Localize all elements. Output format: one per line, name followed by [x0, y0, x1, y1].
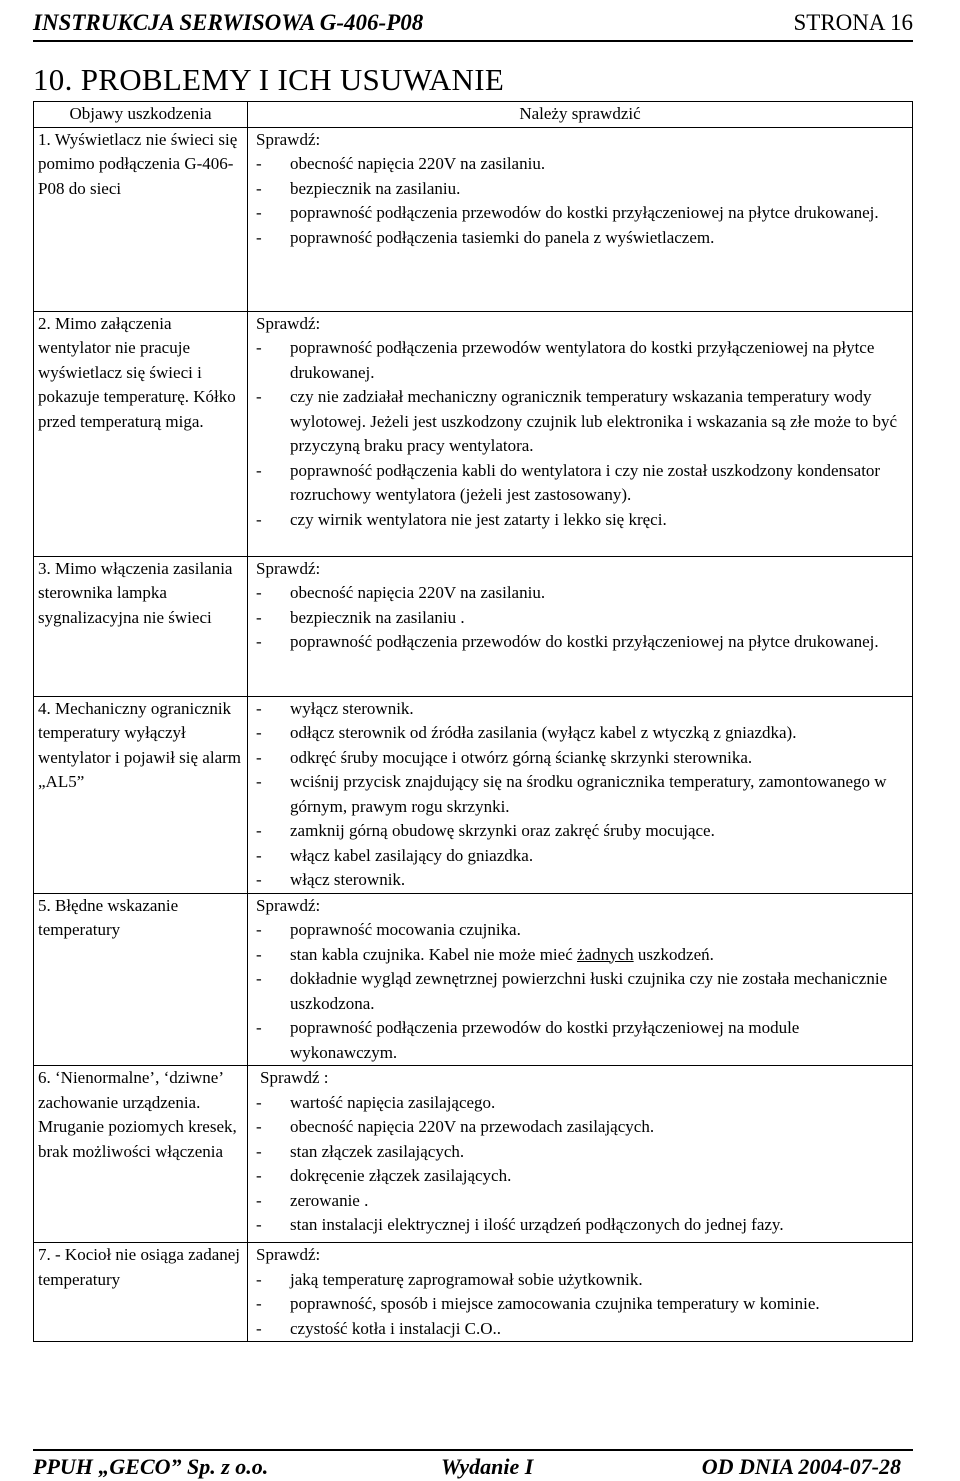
page-footer [33, 1449, 913, 1481]
footer-edition: Wydanie I [441, 1454, 534, 1479]
check-cell [248, 893, 913, 1066]
table-row [34, 311, 913, 556]
list-item: - poprawność podłączenia przewodów do kostki przyłączeniowej na module wykonawczym. [256, 1018, 800, 1062]
header-checks: Należy sprawdzić [248, 102, 913, 128]
table-row [34, 893, 913, 1066]
check-header: Sprawdź: [256, 558, 321, 578]
symptom-cell: 1. Wyświetlacz nie świeci się pomimo podłączenia G-406-P08 do sieci [34, 127, 248, 311]
list-item: - wyłącz sterownik. [256, 698, 414, 718]
list-item: - jaką temperaturę zaprogramował sobie użytkownik. [256, 1269, 643, 1289]
footer-date: OD DNIA 2004-07-28 [701, 1454, 901, 1479]
list-item: - odłącz sterownik od źródła zasilania (wyłącz kabel z wtyczką z gniazdka). [256, 723, 797, 742]
page-number: STRONA 16 [793, 10, 913, 35]
list-item: - stan instalacji elektrycznej i ilość urządzeń podłączonych do jednej fazy. [256, 1215, 784, 1234]
list-item: - poprawność podłączenia przewodów do kostki przyłączeniowej na płytce drukowanej. [256, 203, 879, 222]
check-header: Sprawdź: [256, 895, 321, 915]
list-item: - stan kabla czujnika. Kabel nie może mieć żadnych uszkodzeń. [256, 944, 714, 964]
check-cell [248, 696, 913, 893]
check-cell [248, 127, 913, 311]
table-row [34, 127, 913, 311]
table-row [34, 556, 913, 696]
underlined-word: żadnych [577, 944, 634, 964]
list-item: - włącz kabel zasilający do gniazdka. [256, 845, 534, 865]
footer-company: PPUH „GECO” Sp. z o.o. [33, 1454, 269, 1479]
symptom-cell: 2. Mimo załączenia wentylator nie pracuje wyświetlacz się świeci i pokazuje temperaturę. Kółko przed temperaturą miga. [34, 311, 248, 556]
symptom-cell: 7. - Kocioł nie osiąga zadanej temperatury [34, 1243, 248, 1342]
list-item: - zamknij górną obudowę skrzynki oraz zakręć śruby mocujące. [256, 821, 715, 840]
document-title: INSTRUKCJA SERWISOWA G-406-P08 [33, 10, 424, 35]
list-item: - odkręć śruby mocujące i otwórz górną ściankę skrzynki sterownika. [256, 747, 753, 767]
list-item: - poprawność podłączenia przewodów wentylatora do kostki przyłączeniowej na płytce drukowanej. [256, 338, 875, 382]
check-cell [248, 1243, 913, 1342]
table-header-row [34, 102, 913, 128]
symptom-cell: 5. Błędne wskazanie temperatury [34, 893, 248, 1066]
list-item: - poprawność mocowania czujnika. [256, 920, 521, 939]
header-symptoms: Objawy uszkodzenia [34, 102, 248, 128]
table-row [34, 1243, 913, 1342]
list-item: - czy wirnik wentylatora nie jest zatarty i lekko się kręci. [256, 509, 667, 529]
list-item: - poprawność podłączenia tasiemki do panela z wyświetlaczem. [256, 227, 715, 247]
list-item: - obecność napięcia 220V na zasilaniu. [256, 583, 546, 602]
table-row [34, 1066, 913, 1243]
list-item: - dokładnie wygląd zewnętrznej powierzchni łuski czujnika czy nie została mechanicznie uszkodzona. [256, 969, 888, 1013]
list-item: - zerowanie . [256, 1190, 369, 1210]
symptom-cell: 6. ‘Nienormalne’, ‘dziwne’ zachowanie urządzenia. Mruganie poziomych kresek, brak możliwości włączenia [34, 1066, 248, 1243]
symptom-cell: 3. Mimo włączenia zasilania sterownika lampka sygnalizacyjna nie świeci [34, 556, 248, 696]
list-item: - wartość napięcia zasilającego. [256, 1092, 496, 1112]
troubleshooting-table [33, 101, 913, 1342]
list-item: - stan złączek zasilających. [256, 1141, 465, 1161]
list-item: - włącz sterownik. [256, 870, 406, 889]
section-title: 10. PROBLEMY I ICH USUWANIE [33, 62, 505, 97]
list-item: - dokręcenie złączek zasilających. [256, 1166, 512, 1185]
list-item: - czy nie zadziałał mechaniczny ogranicznik temperatury wskazania temperatury wody wylotowej. Jeżeli jest uszkodzony czujnik lub elektronika i wskazania są złe może to być przyczyną braku pracy wentylatora. [256, 387, 898, 455]
list-item: - poprawność podłączenia przewodów do kostki przyłączeniowej na płytce drukowanej. [256, 632, 879, 651]
list-item: - czystość kotła i instalacji C.O.. [256, 1318, 502, 1338]
list-item: - obecność napięcia 220V na przewodach zasilających. [256, 1117, 655, 1136]
check-header: Sprawdź: [256, 313, 321, 333]
check-header: Sprawdź : [260, 1068, 329, 1087]
list-item: - poprawność, sposób i miejsce zamocowania czujnika temperatury w kominie. [256, 1294, 820, 1313]
symptom-cell: 4. Mechaniczny ogranicznik temperatury wyłączył wentylator i pojawił się alarm „AL5” [34, 696, 248, 893]
list-item: - bezpiecznik na zasilaniu. [256, 178, 461, 198]
check-header: Sprawdź: [256, 1245, 321, 1264]
table-row [34, 696, 913, 893]
list-item: - poprawność podłączenia kabli do wentylatora i czy nie został uszkodzony kondensator rozruchowy wentylatora (jeżeli jest zastosowany). [256, 460, 881, 504]
check-cell [248, 311, 913, 556]
list-item: - obecność napięcia 220V na zasilaniu. [256, 154, 546, 173]
check-header: Sprawdź: [256, 129, 321, 149]
page-header [33, 6, 913, 42]
list-item: - wciśnij przycisk znajdujący się na środku ogranicznika temperatury, zamontowanego w górnym, prawym rogu skrzynki. [256, 772, 887, 816]
check-cell [248, 1066, 913, 1243]
check-cell [248, 556, 913, 696]
list-item: - bezpiecznik na zasilaniu . [256, 607, 465, 627]
